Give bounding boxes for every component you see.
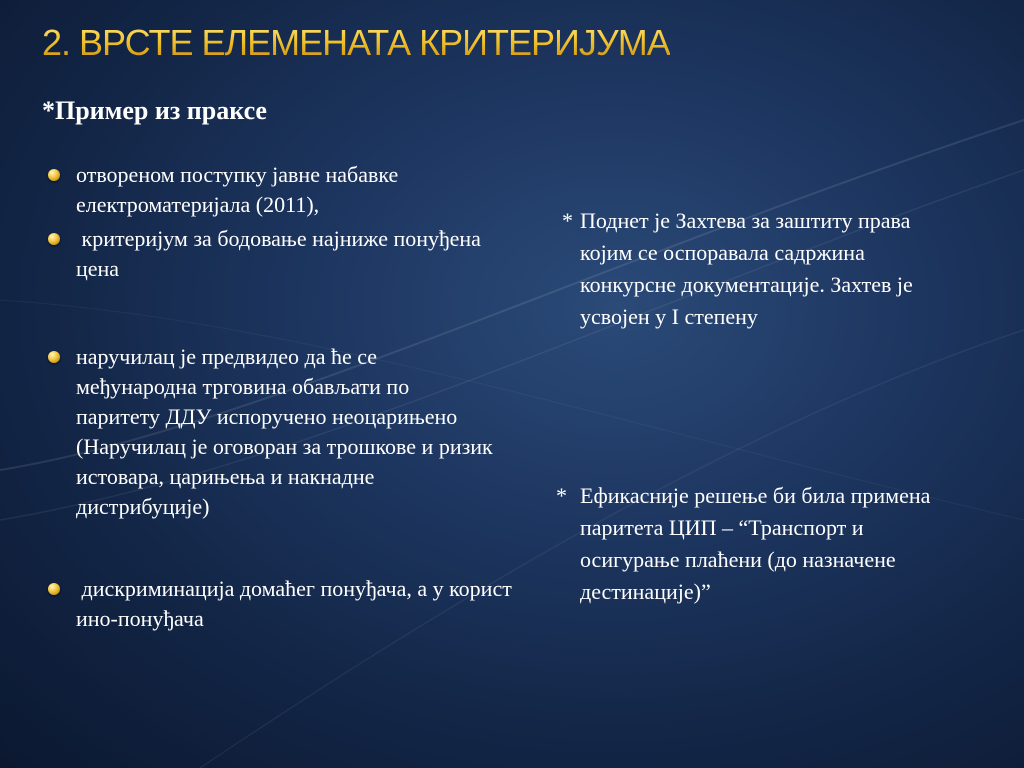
note-text: Ефикасније решење би била примена паритета ЦИП – “Транспорт и осигурање плаћени (до назначене дестинације)” xyxy=(580,483,931,604)
note-protection-request xyxy=(562,205,950,333)
bullet-item xyxy=(42,160,522,220)
bullet-dot-icon xyxy=(48,169,60,181)
note-marker: * xyxy=(556,483,567,508)
bullet-text: наручилац је предвидео да ће се међународна трговина обављати по паритету ДДУ испоручено неоцарињено (Наручилац је оговоран за трошкове и ризик истовара, царињења и накнадне дистрибуције) xyxy=(76,344,493,519)
bullet-text: отвореном поступку јавне набавке електроматеријала (2011), xyxy=(76,162,399,217)
bullet-item xyxy=(42,224,522,284)
bullet-dot-icon xyxy=(48,583,60,595)
bullet-item xyxy=(42,574,522,634)
bullet-text: критеријум за бодовање најниже понуђена цена xyxy=(76,226,487,281)
bullet-dot-icon xyxy=(48,233,60,245)
note-text: Поднет је Захтева за заштиту права којим се оспоравала садржина конкурсне документације. Захтев је усвојен у I степену xyxy=(580,208,913,329)
note-efficient-solution xyxy=(556,480,960,608)
slide-title: 2. ВРСТЕ ЕЛЕМЕНАТА КРИТЕРИЈУМА xyxy=(42,22,670,63)
bullet-dot-icon xyxy=(48,351,60,363)
note-marker: * xyxy=(562,208,573,233)
bullet-item xyxy=(42,342,496,522)
bullet-list xyxy=(42,160,522,634)
slide-subtitle: *Пример из праксе xyxy=(42,96,267,125)
bullet-text: дискриминација домаћег понуђача, а у корист ино-понуђача xyxy=(76,576,518,631)
